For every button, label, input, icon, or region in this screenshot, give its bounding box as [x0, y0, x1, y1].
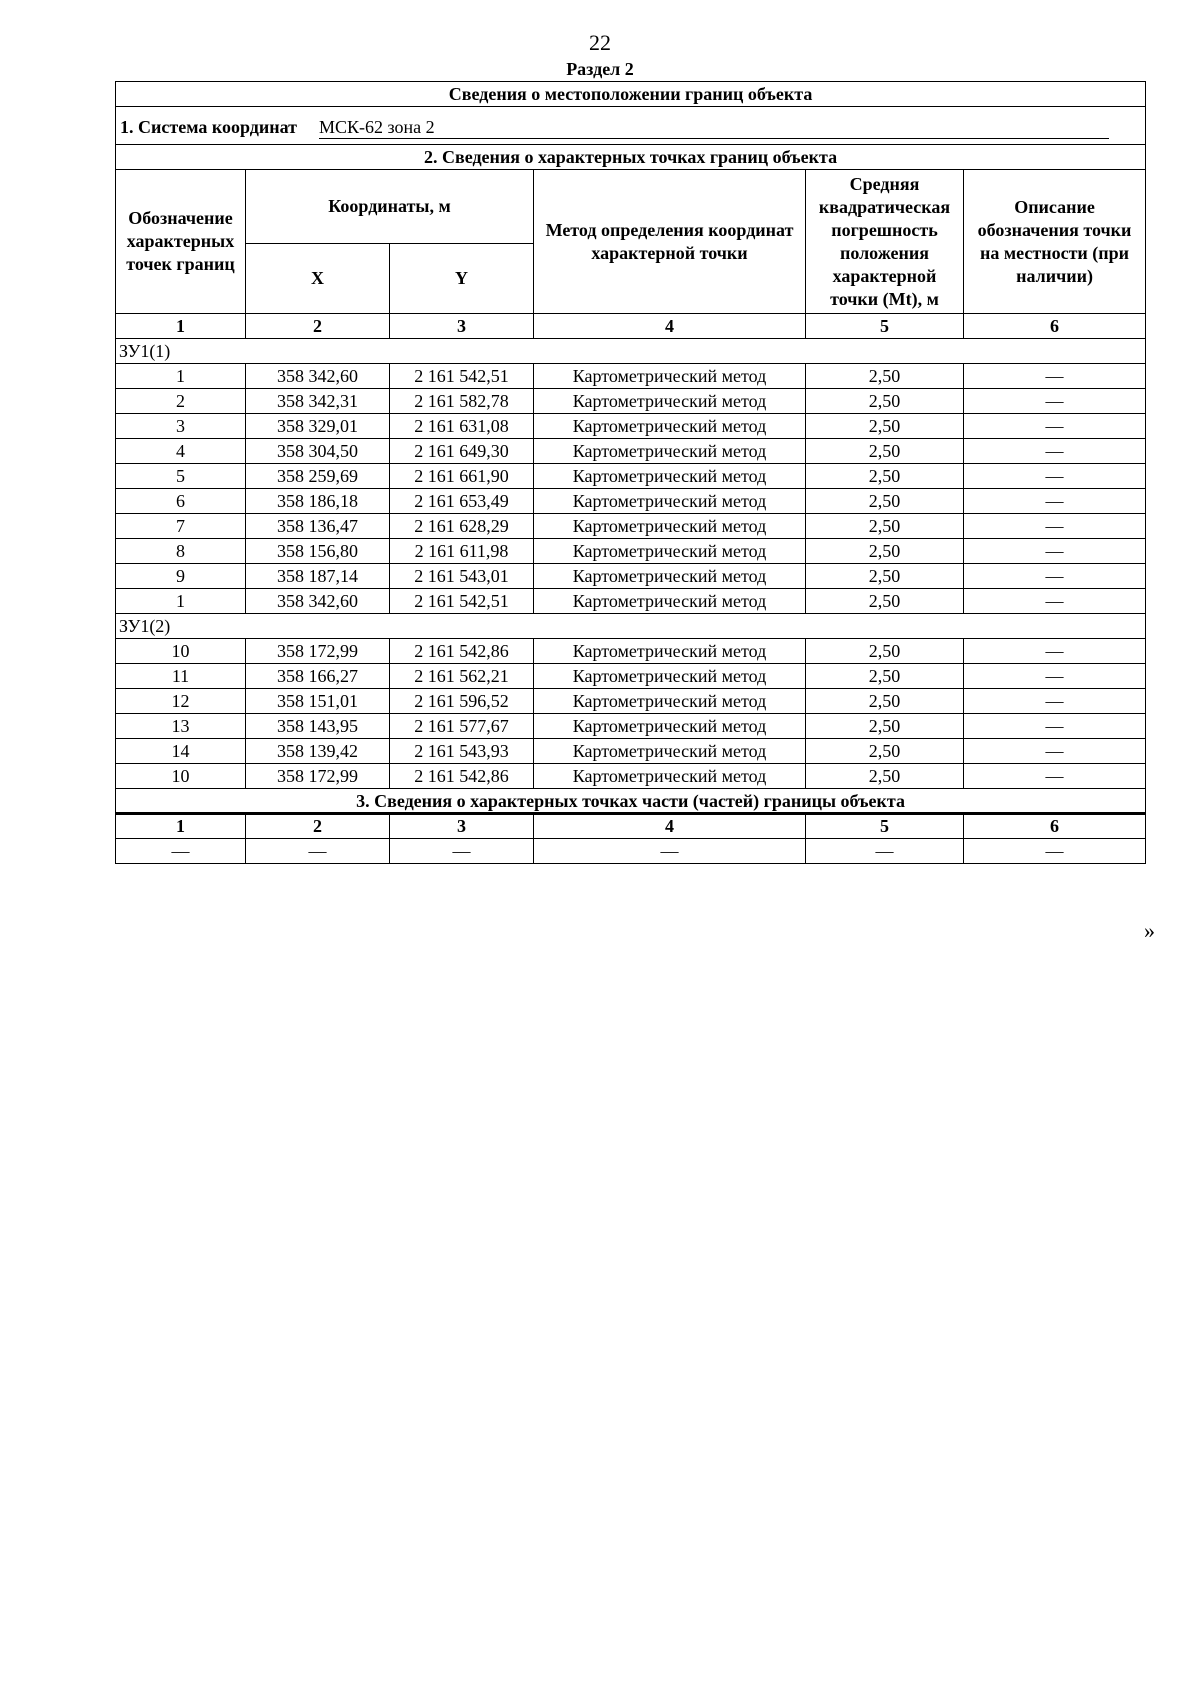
accuracy: 2,50	[806, 439, 964, 464]
point-id: 10	[116, 764, 246, 789]
coord-y: 2 161 577,67	[390, 714, 534, 739]
section3-empty-cell: —	[806, 839, 964, 864]
section3-empty-cell: —	[246, 839, 390, 864]
coord-system-label: 1. Система координат	[120, 117, 297, 137]
coord-y: 2 161 611,98	[390, 539, 534, 564]
coord-y: 2 161 628,29	[390, 514, 534, 539]
column-number-5: 5	[806, 314, 964, 339]
method: Картометрический метод	[534, 389, 806, 414]
method: Картометрический метод	[534, 739, 806, 764]
coord-y: 2 161 596,52	[390, 689, 534, 714]
method: Картометрический метод	[534, 564, 806, 589]
coord-x: 358 172,99	[246, 639, 390, 664]
accuracy: 2,50	[806, 564, 964, 589]
section3-column-number-3: 3	[390, 814, 534, 839]
point-id: 10	[116, 639, 246, 664]
coord-y: 2 161 582,78	[390, 389, 534, 414]
description: —	[964, 464, 1146, 489]
header-description: Описание обозначения точки на местности (при наличии)	[964, 170, 1146, 314]
section3-empty-cell: —	[390, 839, 534, 864]
coord-x: 358 143,95	[246, 714, 390, 739]
coord-x: 358 187,14	[246, 564, 390, 589]
point-id: 1	[116, 364, 246, 389]
description: —	[964, 539, 1146, 564]
section3-column-number-6: 6	[964, 814, 1146, 839]
method: Картометрический метод	[534, 589, 806, 614]
point-id: 11	[116, 664, 246, 689]
coord-y: 2 161 661,90	[390, 464, 534, 489]
coord-x: 358 136,47	[246, 514, 390, 539]
coord-system-value: МСК-62 зона 2	[319, 116, 1109, 139]
method: Картометрический метод	[534, 539, 806, 564]
coord-y: 2 161 543,93	[390, 739, 534, 764]
table-row	[116, 514, 1146, 539]
coord-y: 2 161 543,01	[390, 564, 534, 589]
accuracy: 2,50	[806, 764, 964, 789]
method: Картометрический метод	[534, 364, 806, 389]
method: Картометрический метод	[534, 514, 806, 539]
method: Картометрический метод	[534, 714, 806, 739]
accuracy: 2,50	[806, 414, 964, 439]
description: —	[964, 414, 1146, 439]
section3-column-number-4: 4	[534, 814, 806, 839]
method: Картометрический метод	[534, 414, 806, 439]
table-row	[116, 539, 1146, 564]
table-row	[116, 564, 1146, 589]
accuracy: 2,50	[806, 714, 964, 739]
section3-empty-cell: —	[964, 839, 1146, 864]
column-number-3: 3	[390, 314, 534, 339]
point-id: 1	[116, 589, 246, 614]
header-y: Y	[390, 244, 534, 314]
section3-column-number-2: 2	[246, 814, 390, 839]
table-row	[116, 664, 1146, 689]
coord-y: 2 161 542,86	[390, 764, 534, 789]
section3-column-number-1: 1	[116, 814, 246, 839]
point-id: 4	[116, 439, 246, 464]
coord-x: 358 172,99	[246, 764, 390, 789]
column-number-1: 1	[116, 314, 246, 339]
point-id: 14	[116, 739, 246, 764]
table-row	[116, 639, 1146, 664]
section2-title: 2. Сведения о характерных точках границ объекта	[116, 145, 1146, 170]
table-row	[116, 739, 1146, 764]
description: —	[964, 389, 1146, 414]
table-title: Сведения о местоположении границ объекта	[116, 82, 1146, 107]
table-row	[116, 714, 1146, 739]
coord-y: 2 161 653,49	[390, 489, 534, 514]
coord-x: 358 329,01	[246, 414, 390, 439]
method: Картометрический метод	[534, 764, 806, 789]
header-accuracy: Средняя квадратическая погрешность положения характерной точки (Mt), м	[806, 170, 964, 314]
point-id: 6	[116, 489, 246, 514]
accuracy: 2,50	[806, 464, 964, 489]
coord-x: 358 166,27	[246, 664, 390, 689]
accuracy: 2,50	[806, 364, 964, 389]
method: Картометрический метод	[534, 639, 806, 664]
method: Картометрический метод	[534, 664, 806, 689]
column-numbers-row	[116, 314, 1146, 339]
header-method: Метод определения координат характерной точки	[534, 170, 806, 314]
description: —	[964, 364, 1146, 389]
coord-x: 358 342,31	[246, 389, 390, 414]
header-coordinates: Координаты, м	[246, 170, 534, 244]
description: —	[964, 489, 1146, 514]
description: —	[964, 714, 1146, 739]
description: —	[964, 564, 1146, 589]
accuracy: 2,50	[806, 689, 964, 714]
point-id: 3	[116, 414, 246, 439]
column-number-2: 2	[246, 314, 390, 339]
boundary-table	[115, 81, 1146, 864]
page-number: 22	[589, 30, 611, 55]
accuracy: 2,50	[806, 489, 964, 514]
method: Картометрический метод	[534, 489, 806, 514]
coord-x: 358 259,69	[246, 464, 390, 489]
column-number-6: 6	[964, 314, 1146, 339]
point-id: 12	[116, 689, 246, 714]
point-id: 2	[116, 389, 246, 414]
description: —	[964, 689, 1146, 714]
coord-y: 2 161 542,51	[390, 589, 534, 614]
table-row	[116, 689, 1146, 714]
section3-empty-cell: —	[534, 839, 806, 864]
group-label: ЗУ1(1)	[116, 339, 1146, 364]
point-id: 8	[116, 539, 246, 564]
table-row	[116, 464, 1146, 489]
group-label: ЗУ1(2)	[116, 614, 1146, 639]
section3-column-numbers-row	[116, 814, 1146, 839]
coord-x: 358 186,18	[246, 489, 390, 514]
description: —	[964, 514, 1146, 539]
accuracy: 2,50	[806, 589, 964, 614]
coord-y: 2 161 542,86	[390, 639, 534, 664]
point-id: 9	[116, 564, 246, 589]
section3-empty-cell: —	[116, 839, 246, 864]
coord-system-row	[116, 107, 1146, 145]
point-id: 7	[116, 514, 246, 539]
table-row	[116, 414, 1146, 439]
coord-y: 2 161 542,51	[390, 364, 534, 389]
column-number-4: 4	[534, 314, 806, 339]
point-id: 5	[116, 464, 246, 489]
closing-quote: »	[1144, 918, 1155, 943]
coord-y: 2 161 631,08	[390, 414, 534, 439]
table-row	[116, 589, 1146, 614]
header-point-designation: Обозначение характерных точек границ	[116, 170, 246, 314]
header-x: X	[246, 244, 390, 314]
table-row	[116, 439, 1146, 464]
section3-column-number-5: 5	[806, 814, 964, 839]
coord-x: 358 304,50	[246, 439, 390, 464]
description: —	[964, 439, 1146, 464]
section3-empty-row	[116, 839, 1146, 864]
table-row	[116, 364, 1146, 389]
accuracy: 2,50	[806, 664, 964, 689]
section-title: Раздел 2	[566, 59, 634, 79]
accuracy: 2,50	[806, 539, 964, 564]
coord-y: 2 161 649,30	[390, 439, 534, 464]
description: —	[964, 589, 1146, 614]
accuracy: 2,50	[806, 514, 964, 539]
accuracy: 2,50	[806, 389, 964, 414]
description: —	[964, 639, 1146, 664]
description: —	[964, 664, 1146, 689]
coord-y: 2 161 562,21	[390, 664, 534, 689]
accuracy: 2,50	[806, 639, 964, 664]
coord-x: 358 342,60	[246, 364, 390, 389]
accuracy: 2,50	[806, 739, 964, 764]
coord-x: 358 342,60	[246, 589, 390, 614]
coord-x: 358 151,01	[246, 689, 390, 714]
method: Картометрический метод	[534, 689, 806, 714]
section3-title: 3. Сведения о характерных точках части (частей) границы объекта	[116, 789, 1146, 814]
table-row	[116, 489, 1146, 514]
table-row	[116, 389, 1146, 414]
description: —	[964, 764, 1146, 789]
method: Картометрический метод	[534, 464, 806, 489]
coord-x: 358 139,42	[246, 739, 390, 764]
description: —	[964, 739, 1146, 764]
table-row	[116, 764, 1146, 789]
coord-x: 358 156,80	[246, 539, 390, 564]
method: Картометрический метод	[534, 439, 806, 464]
point-id: 13	[116, 714, 246, 739]
